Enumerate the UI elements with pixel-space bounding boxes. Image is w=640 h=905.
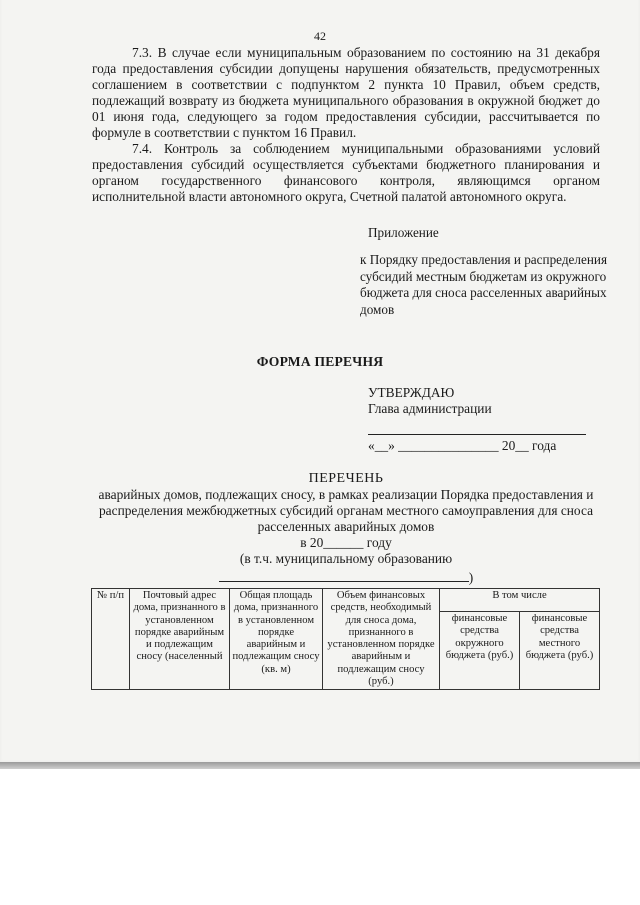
- list-header: [92, 471, 600, 586]
- paragraph-7-4: 7.4. Контроль за соблюдением муниципальными образованиями условий предоставления субсидий осуществляется субъектами бюджетного планирования и органом государственного финансового контроля, являющимся органом исполнительной власти автономного округа, Счетной палатой автономного округа.: [92, 141, 600, 204]
- appendix-block: [360, 225, 610, 318]
- table-header-row: [92, 589, 600, 612]
- head-of-administration: Глава администрации: [368, 401, 492, 416]
- body-text: [92, 45, 600, 205]
- col-area: Общая площадь дома, признанного в установленном порядке аварийным и подлежащим сносу (кв. м): [230, 589, 323, 690]
- col-district-budget: финансовые средства окружного бюджета (руб.): [440, 611, 520, 689]
- appendix-text: к Порядку предоставления и распределения субсидий местным бюджетам из окружного бюджета для сноса расселенных аварийных домов: [360, 252, 608, 317]
- municipality-line: [92, 551, 600, 586]
- approval-date: «__» _______________ 20__ года: [368, 438, 557, 453]
- page-number: 42: [314, 29, 326, 43]
- appendix-label: Приложение: [368, 225, 439, 240]
- demolition-table: [91, 588, 600, 690]
- col-local-budget: финансовые средства местного бюджета (руб.): [520, 611, 600, 689]
- col-including: В том числе: [440, 589, 600, 612]
- list-year-line: в 20______ году: [300, 535, 392, 550]
- form-title: ФОРМА ПЕРЕЧНЯ: [256, 354, 384, 369]
- approval-block: [368, 385, 598, 454]
- paragraph-7-3: 7.3. В случае если муниципальным образованием по состоянию на 31 декабря года предоставления субсидии допущены нарушения обязательств, предусмотренных соглашением в соответствии с подпунктом 2 пункта 10 Правил, объем средств, подлежащий возврату из бюджета муниципального образования в окружной бюджет до 01 июня года, следующего за годом предоставления субсидии, рассчитывается по формуле в соответствии с пунктом 16 Правил.: [92, 45, 600, 140]
- col-number: № п/п: [92, 589, 130, 690]
- municipality-prefix: (в т.ч. муниципальному образованию: [239, 551, 453, 566]
- page-edge: [0, 762, 640, 769]
- municipality-blank: [219, 567, 469, 582]
- list-title: ПЕРЕЧЕНЬ: [308, 471, 384, 486]
- approve-label: УТВЕРЖДАЮ: [368, 385, 455, 400]
- signature-line: [368, 417, 586, 435]
- col-funds: Объем финансовых средств, необходимый для сноса дома, признанного в установленном порядке аварийным и подлежащим сносу (руб.): [323, 589, 440, 690]
- municipality-suffix: ): [468, 570, 474, 585]
- list-subtitle: аварийных домов, подлежащих сносу, в рамках реализации Порядка предоставления и распределения межбюджетных субсидий органам местного самоуправления для сноса расселенных аварийных домов: [98, 487, 594, 534]
- col-address: Почтовый адрес дома, признанного в установленном порядке аварийным и подлежащим сносу (населенный: [130, 589, 230, 690]
